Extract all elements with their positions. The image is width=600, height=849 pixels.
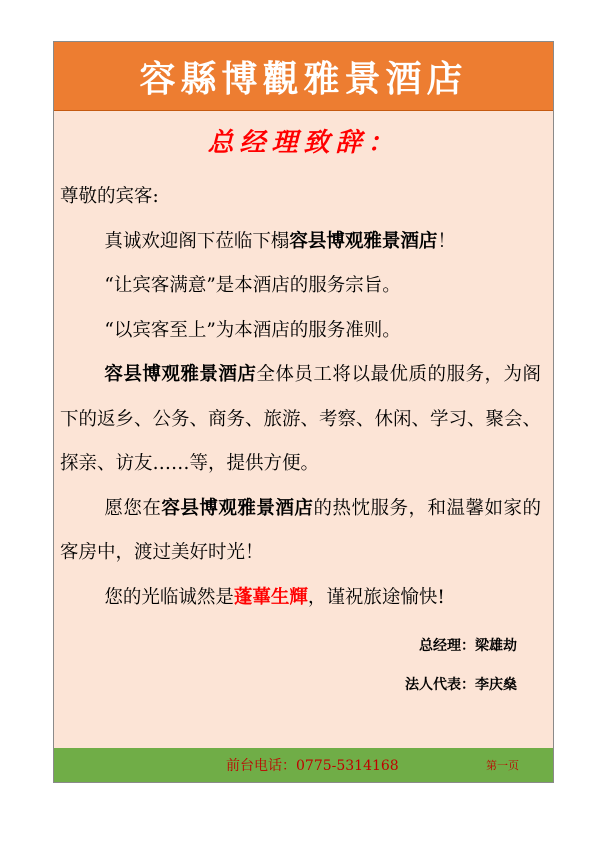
signature-legal-representative: 法人代表：李庆燊 <box>405 677 517 693</box>
header-banner <box>54 42 553 111</box>
letter-body <box>60 175 541 620</box>
hotel-title: 容縣博觀雅景酒店 <box>139 57 468 100</box>
salutation: 尊敬的宾客: <box>60 186 159 207</box>
paragraph-welcome: 真诚欢迎阁下莅临下榻容县博观雅景酒店！ <box>104 230 456 252</box>
footer-bar <box>54 748 553 782</box>
hotel-name: 容县博观雅景酒店 <box>161 497 314 519</box>
front-desk-phone: 前台电话：0775-5314168 <box>226 758 399 774</box>
letter-heading: 总经理致辞： <box>207 128 400 158</box>
hotel-name: 容县博观雅景酒店 <box>104 364 257 385</box>
hotel-name: 容县博观雅景酒店 <box>289 230 438 252</box>
paragraph-closing: 您的光临诚然是蓬蓽生輝，谨祝旅途愉快! <box>104 586 445 608</box>
page-number: 第一页 <box>486 759 519 772</box>
paragraph-tenet: “让宾客满意”是本酒店的服务宗旨。 <box>104 275 401 296</box>
paragraph-service: 容县博观雅景酒店全体员工将以最优质的服务，为阁下的返乡、公务、商务、旅游、考察、休闲、学习、聚会、探亲、访友……等，提供方便。 <box>60 364 542 474</box>
highlight-phrase: 蓬蓽生輝 <box>233 586 308 608</box>
paragraph-wish: 愿您在容县博观雅景酒店的热忱服务，和温馨如家的客房中，渡过美好时光！ <box>60 497 541 563</box>
paragraph-principle: “以宾客至上”为本酒店的服务准则。 <box>104 319 401 341</box>
signature-general-manager: 总经理：梁雄劫 <box>419 638 517 654</box>
document-page <box>53 41 554 783</box>
